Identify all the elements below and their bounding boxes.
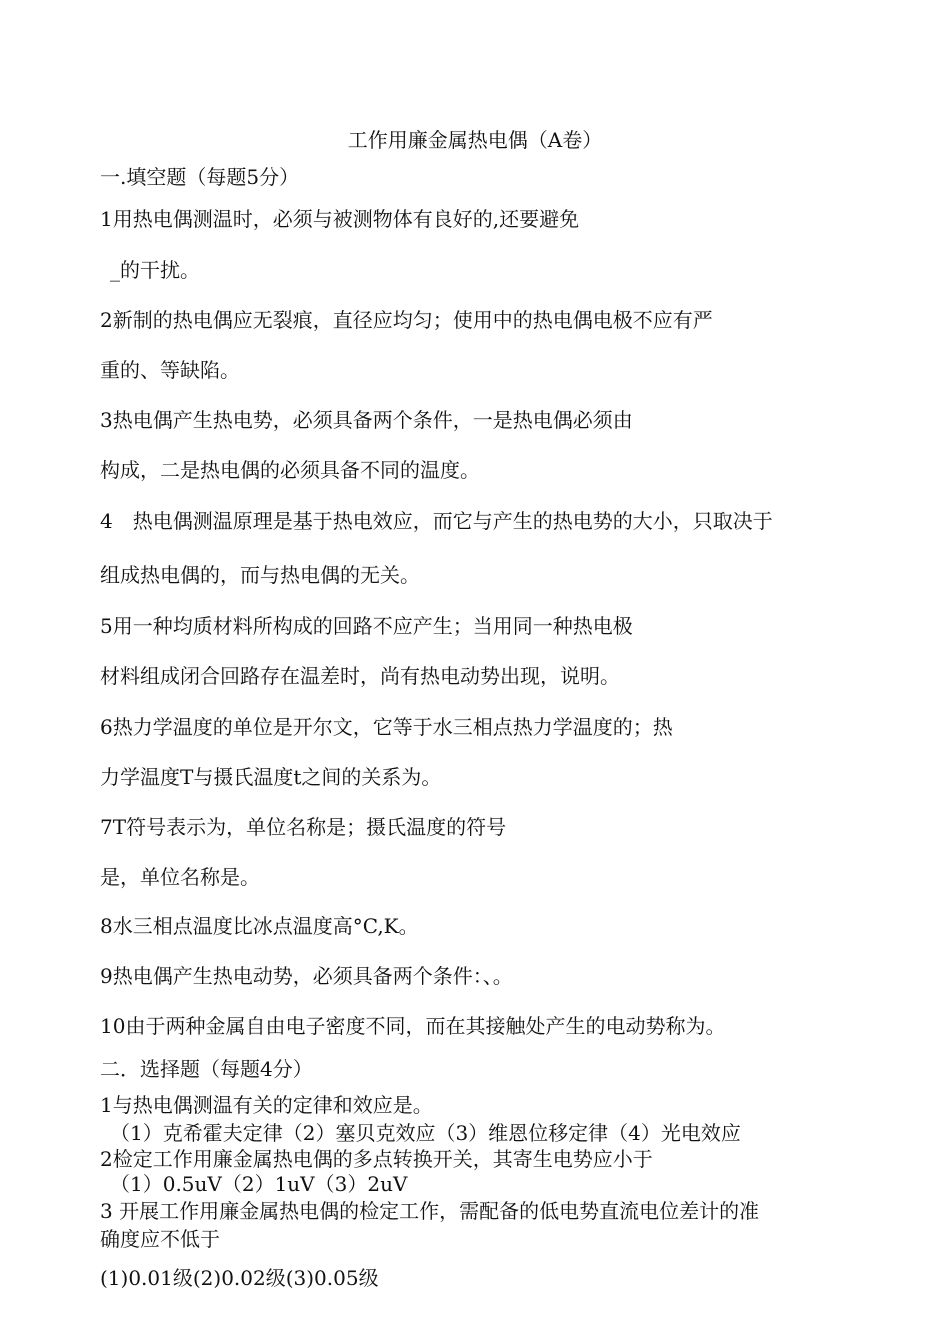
question-line: 组成热电偶的，而与热电偶的无关。 [100, 563, 420, 587]
question-line: 2检定工作用廉金属热电偶的多点转换开关，其寄生电势应小于 [100, 1147, 653, 1171]
question-line: 是，单位名称是。 [100, 865, 260, 889]
question-line: 确度应不低于 [100, 1227, 220, 1251]
question-line: 9热电偶产生热电动势，必须具备两个条件：、。 [100, 964, 513, 988]
question-line: 材料组成闭合回路存在温差时，尚有热电动势出现，说明。 [100, 664, 620, 688]
answer-options: (1)0.01级(2)0.02级(3)0.05级 [100, 1266, 379, 1290]
question-line: 6热力学温度的单位是开尔文，它等于水三相点热力学温度的；热 [100, 715, 673, 739]
question-line: 8水三相点温度比冰点温度高°C,K。 [100, 914, 419, 938]
section-heading-multiple-choice: 二．选择题（每题4分） [100, 1057, 313, 1081]
answer-options: （1）克希霍夫定律（2）塞贝克效应（3）维恩位移定律（4）光电效应 [110, 1121, 741, 1145]
question-line: 构成，二是热电偶的必须具备不同的温度。 [100, 458, 480, 482]
question-line: 5用一种均质材料所构成的回路不应产生；当用同一种热电极 [100, 614, 633, 638]
question-line: 3 开展工作用廉金属热电偶的检定工作，需配备的低电势直流电位差计的准 [100, 1199, 760, 1223]
question-line: 4 热电偶测温原理是基于热电效应，而它与产生的热电势的大小，只取决于 [100, 509, 773, 533]
question-line: 7T符号表示为，单位名称是；摄氏温度的符号 [100, 815, 507, 839]
question-line: 1与热电偶测温有关的定律和效应是。 [100, 1093, 433, 1117]
page-title: 工作用廉金属热电偶（A卷） [347, 128, 603, 152]
question-line: 2新制的热电偶应无裂痕，直径应均匀；使用中的热电偶电极不应有严 [100, 308, 713, 332]
answer-options: （1）0.5uV（2）1uV（3）2uV [110, 1172, 408, 1196]
question-line: 10由于两种金属自由电子密度不同，而在其接触处产生的电动势称为。 [100, 1014, 726, 1038]
question-line: 1用热电偶测温时，必须与被测物体有良好的,还要避免 [100, 207, 580, 231]
section-heading-fill-blank: 一.填空题（每题5分） [100, 165, 300, 189]
question-line: 力学温度T与摄氏温度t之间的关系为。 [100, 765, 442, 789]
question-line: 重的、等缺陷。 [100, 358, 240, 382]
question-line: 3热电偶产生热电势，必须具备两个条件，一是热电偶必须由 [100, 408, 633, 432]
question-line: _的干扰。 [110, 258, 200, 282]
